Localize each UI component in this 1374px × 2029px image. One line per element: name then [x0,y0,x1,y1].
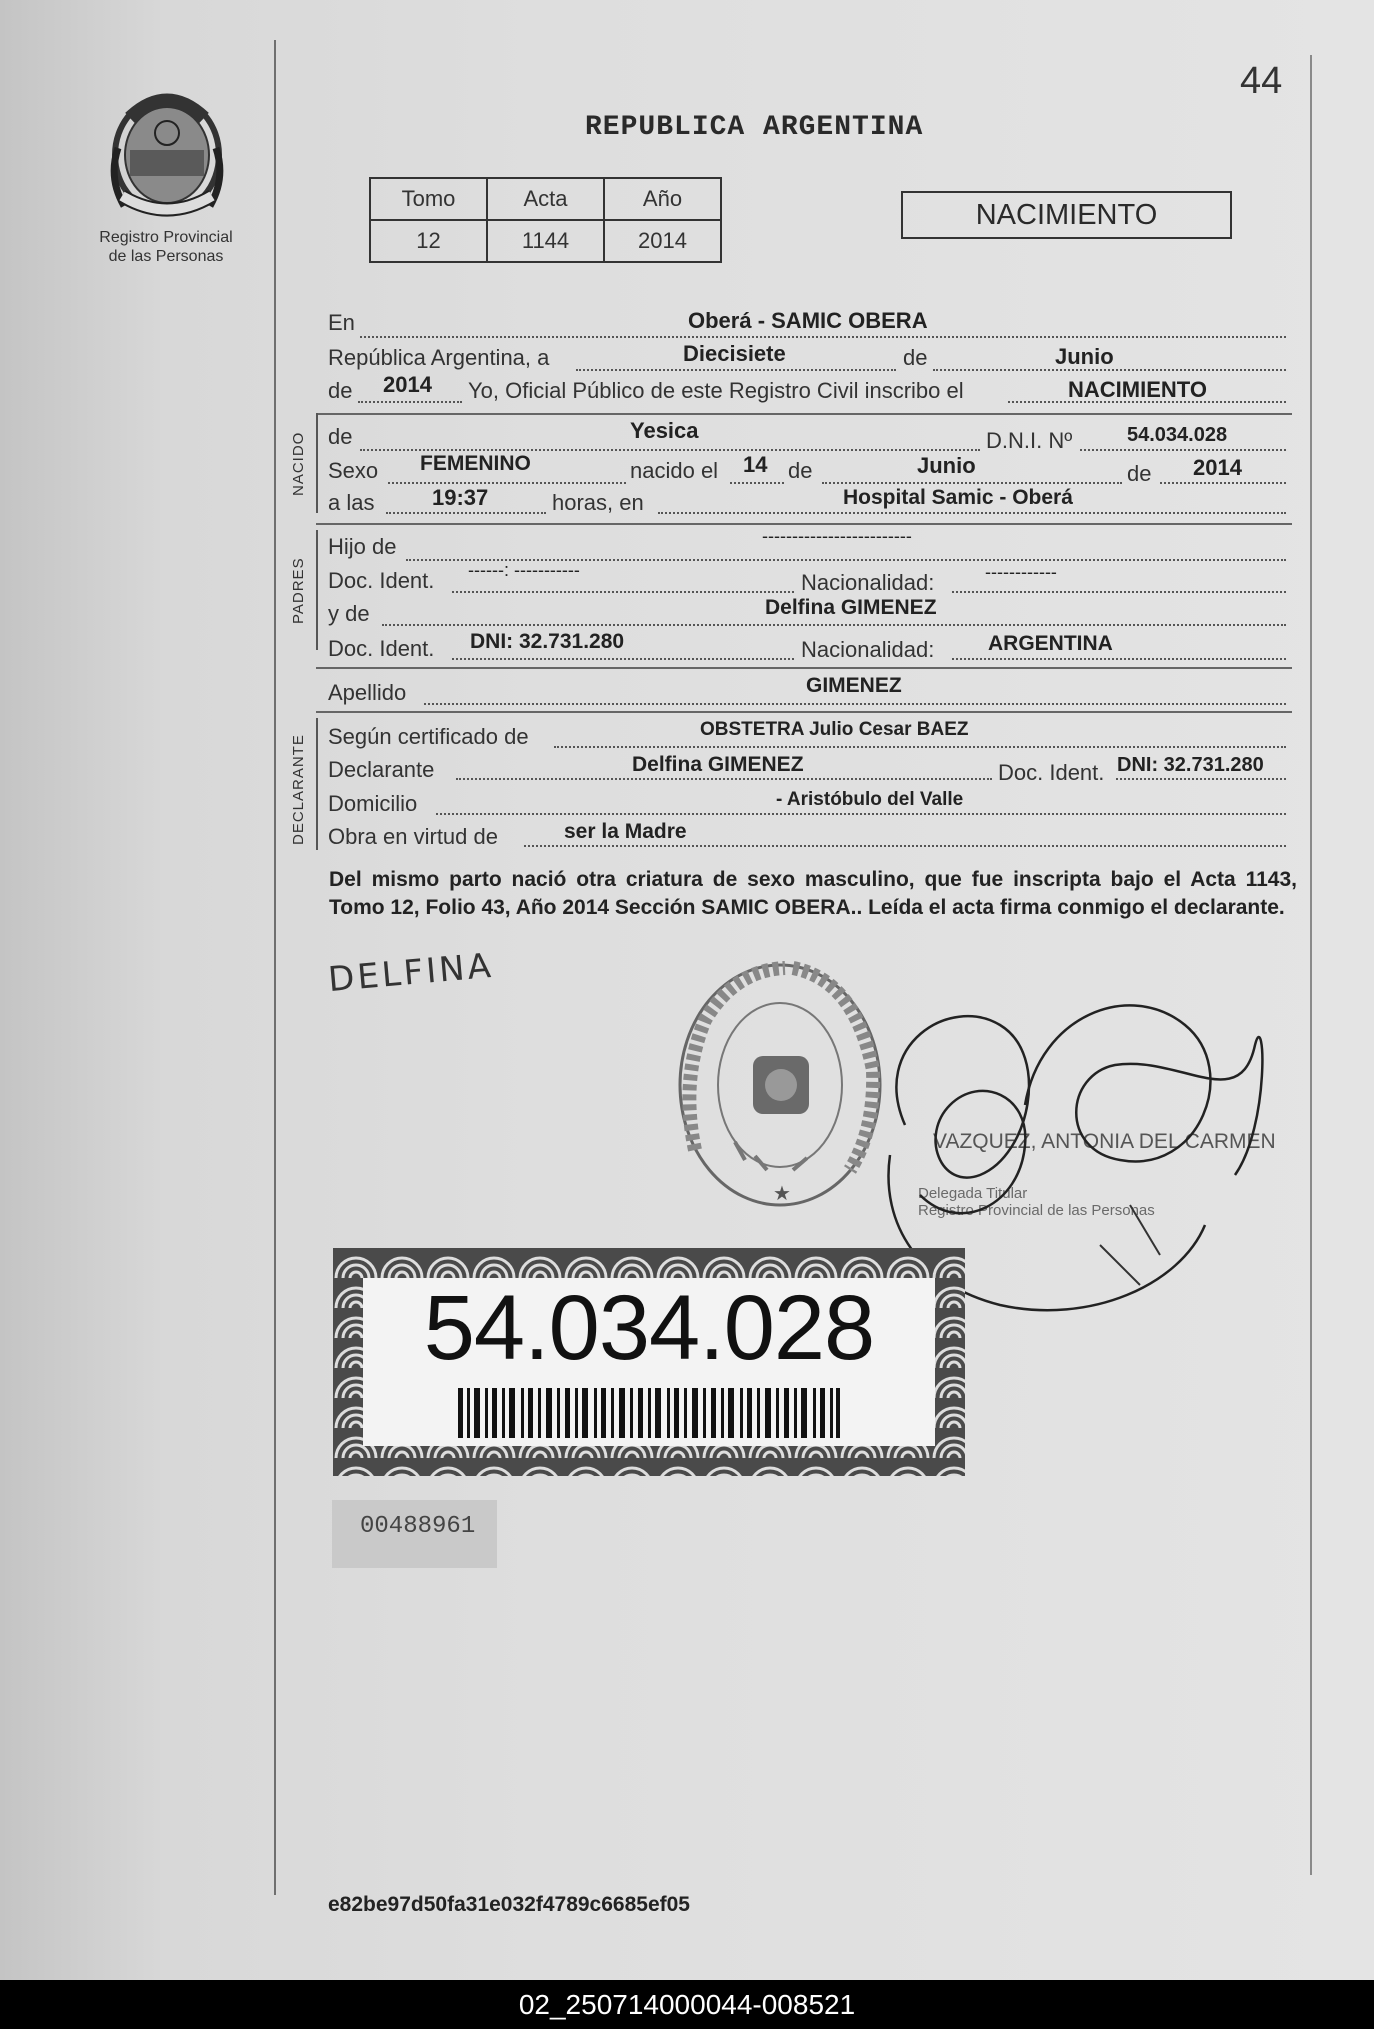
official-registry-line: Registro Provincial de las Personas [918,1202,1155,1219]
dotted-line [1160,482,1286,484]
mother-doc-label: Doc. Ident. [328,636,435,661]
de-month-label: de [788,458,813,483]
nacido-section-label: NACIDO [290,431,307,496]
nacido-el-label: nacido el [630,458,719,483]
child-name-value: Yesica [630,418,699,443]
obra-label: Obra en virtud de [328,824,498,849]
dotted-line [424,703,1286,705]
svg-text:★: ★ [773,1181,791,1205]
padres-section-label: PADRES [290,557,307,624]
de-label: de [903,345,928,370]
mother-doc-value: DNI: 32.731.280 [470,630,625,653]
inscription-type-value: NACIMIENTO [1068,377,1207,402]
section-side-bar [316,530,318,650]
registry-header-anio: Año [604,178,721,220]
nacido-de-label: de [328,424,353,449]
dotted-line [452,658,794,660]
registry-table [369,177,722,263]
de-birth-year-label: de [1127,461,1152,486]
domicilio-label: Domicilio [328,791,418,816]
child-dni-value: 54.034.028 [1127,424,1228,446]
apellido-label: Apellido [328,680,407,705]
section-separator [316,413,1292,415]
en-label: En [328,310,355,335]
dotted-line [358,401,462,403]
birth-place-value: Hospital Samic - Oberá [843,486,1073,509]
declarant-doc-label: Doc. Ident. [998,760,1105,785]
de-year-label: de [328,378,353,403]
dni-number-large: 54.034.028 [423,1277,875,1379]
certificado-label: Según certificado de [328,724,529,749]
dotted-line [822,482,1122,484]
section-side-bar [316,718,318,850]
registry-value-acta: 1144 [487,220,604,262]
hijo-de-label: Hijo de [328,534,397,559]
misiones-coat-of-arms-logo [100,88,235,223]
birth-month-value: Junio [917,453,976,478]
section-side-bar [316,413,318,513]
year-value: 2014 [383,372,432,397]
birth-note-paragraph: Del mismo parto nació otra criatura de sexo masculino, que fue inscripta bajo el Acta 1143, Tomo 12, Folio 43, Año 2014 Sección SAMIC OBERA.. Leída el acta firma conmigo el declarante. [329,868,1297,919]
dotted-line [1080,449,1286,451]
record-type-box: NACIMIENTO [901,191,1232,239]
dotted-line [382,624,1286,626]
section-separator [316,667,1292,669]
registry-header-row [370,178,721,220]
declarante-section-label: DECLARANTE [290,734,307,845]
declarant-signature: DELFINA [326,945,496,1001]
a-las-label: a las [328,490,375,515]
logo-caption-line1: Registro Provincial [99,229,233,246]
file-identifier-footer: 02_250714000044-008521 [0,1980,1374,2029]
dotted-line [730,482,784,484]
mother-nationality-label: Nacionalidad: [801,637,935,662]
official-seal-stamp [675,960,885,1210]
declarant-name-value: Delfina GIMENEZ [632,753,804,776]
father-name-value: ------------------------- [762,526,912,546]
page-number: 44 [1240,60,1283,102]
address-value: - Aristóbulo del Valle [776,789,964,810]
serial-number: 00488961 [360,1513,476,1540]
dotted-line [360,449,980,451]
dotted-line [386,512,546,514]
document-hash: e82be97d50fa31e032f4789c6685ef05 [328,1893,690,1916]
dotted-line [436,813,1286,815]
horas-en-label: horas, en [552,490,644,515]
father-nationality-label: Nacionalidad: [801,570,935,595]
document-title: REPUBLICA ARGENTINA [585,112,924,143]
registry-header-tomo: Tomo [370,178,487,220]
sex-value: FEMENINO [420,452,531,475]
birth-year-value: 2014 [1193,455,1242,480]
registry-value-row [370,220,721,262]
mother-name-value: Delfina GIMENEZ [765,596,937,619]
dotted-line [524,845,1286,847]
sexo-label: Sexo [328,458,379,483]
official-position-title: Delegada Titular [918,1185,1028,1202]
birth-day-value: 14 [743,452,768,477]
birth-time-value: 19:37 [432,485,489,510]
dni-number-panel [363,1278,935,1446]
surname-value: GIMENEZ [806,674,902,697]
dotted-line [576,369,896,371]
father-doc-label: Doc. Ident. [328,568,435,593]
dotted-line [452,591,794,593]
y-de-label: y de [328,601,370,626]
dotted-line [456,778,992,780]
section-separator [316,523,1292,525]
barcode [458,1388,840,1438]
section-separator [316,711,1292,713]
dotted-line [952,591,1286,593]
certificate-value: OBSTETRA Julio Cesar BAEZ [700,719,969,740]
dotted-line [658,512,1286,514]
registry-header-acta: Acta [487,178,604,220]
father-nationality-value: ------------ [985,562,1057,582]
dotted-line [360,336,1286,338]
capacity-value: ser la Madre [564,820,687,843]
logo-caption-line2: de las Personas [108,248,224,265]
dni-number-banner [333,1248,965,1476]
left-margin-line [274,40,276,1895]
dotted-line [952,658,1286,660]
dotted-line [554,746,1286,748]
father-doc-value: ------: ----------- [468,560,580,580]
place-value: Oberá - SAMIC OBERA [688,308,928,333]
republica-label: República Argentina, a [328,345,550,370]
oficial-text: Yo, Oficial Público de este Registro Civil inscribo el [468,378,964,403]
mother-nationality-value: ARGENTINA [988,632,1113,655]
official-name: VAZQUEZ, ANTONIA DEL CARMEN [933,1130,1276,1153]
dni-label: D.N.I. Nº [986,428,1073,453]
dotted-line [1116,778,1286,780]
month-value: Junio [1055,344,1114,369]
logo-caption [86,228,246,266]
right-margin-line [1310,55,1312,1875]
declarant-doc-value: DNI: 32.731.280 [1117,754,1264,776]
registry-value-tomo: 12 [370,220,487,262]
day-words-value: Diecisiete [683,341,786,366]
registry-value-anio: 2014 [604,220,721,262]
dotted-line [388,482,626,484]
declarante-label: Declarante [328,757,435,782]
